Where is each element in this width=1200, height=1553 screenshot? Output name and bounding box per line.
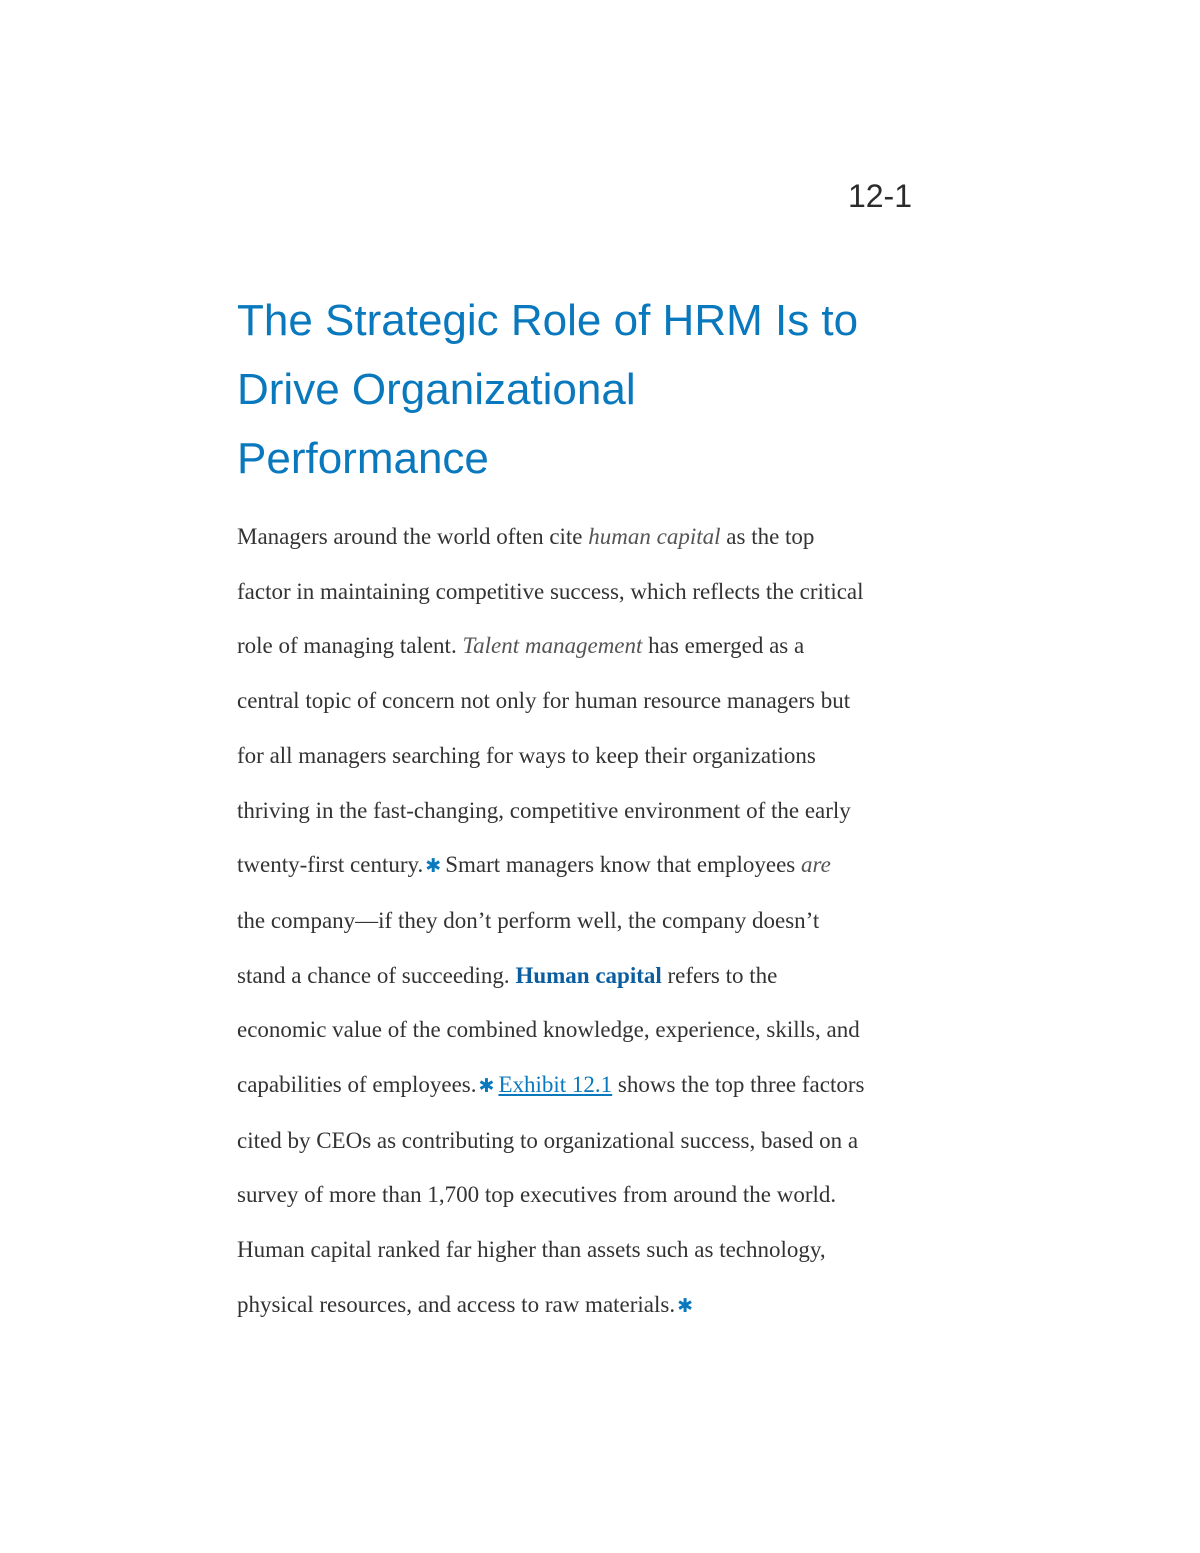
exhibit-link[interactable]: Exhibit 12.1	[498, 1072, 613, 1098]
text-run: role of managing talent.	[237, 633, 463, 659]
body-paragraph	[237, 510, 977, 1334]
heading-line: Performance	[237, 434, 489, 483]
text-run: has emerged as a	[642, 633, 805, 659]
emphasis-term: are	[800, 852, 831, 878]
text-run: Smart managers know that employees	[445, 852, 801, 878]
text-line: economic value of the combined knowledge, experience, skills, and	[237, 1017, 860, 1043]
heading-line: The Strategic Role of HRM Is to	[237, 296, 859, 345]
text-run: capabilities of employees.	[237, 1072, 477, 1098]
text-line: for all managers searching for ways to keep their organizations	[237, 742, 816, 768]
emphasis-term: human capital	[588, 524, 721, 549]
section-heading	[237, 286, 957, 493]
text-run: twenty-first century.	[237, 852, 424, 878]
text-line: factor in maintaining competitive success, which reflects the critical	[237, 578, 864, 604]
text-run: as the top	[720, 524, 815, 549]
text-line: central topic of concern not only for human resource managers but	[237, 688, 851, 714]
text-line: thriving in the fast-changing, competitive environment of the early	[237, 797, 851, 823]
text-line	[237, 619, 977, 674]
text-run: shows the top three factors	[612, 1072, 865, 1098]
text-run: physical resources, and access to raw materials.	[237, 1291, 676, 1317]
key-term[interactable]: Human capital	[515, 962, 662, 988]
text-line	[237, 1278, 977, 1334]
text-run: refers to the	[661, 962, 778, 988]
text-line	[237, 838, 977, 894]
footnote-star-icon[interactable]: ✱	[478, 1075, 495, 1098]
footnote-star-icon[interactable]: ✱	[425, 855, 442, 878]
text-run: stand a chance of succeeding.	[237, 962, 516, 988]
emphasis-term: Talent management	[462, 633, 643, 659]
text-line: survey of more than 1,700 top executives from around the world.	[237, 1182, 837, 1208]
section-number: 12-1	[847, 178, 912, 214]
heading-line: Drive Organizational	[237, 365, 636, 414]
text-line	[237, 1058, 977, 1114]
footnote-star-icon[interactable]: ✱	[677, 1294, 694, 1317]
text-line: Human capital ranked far higher than assets such as technology,	[237, 1237, 826, 1263]
text-line: the company—if they don’t perform well, the company doesn’t	[237, 907, 820, 933]
text-run: Managers around the world often cite	[237, 524, 589, 549]
text-line	[237, 510, 977, 565]
text-line	[237, 949, 977, 1004]
text-line: cited by CEOs as contributing to organizational success, based on a	[237, 1127, 859, 1153]
